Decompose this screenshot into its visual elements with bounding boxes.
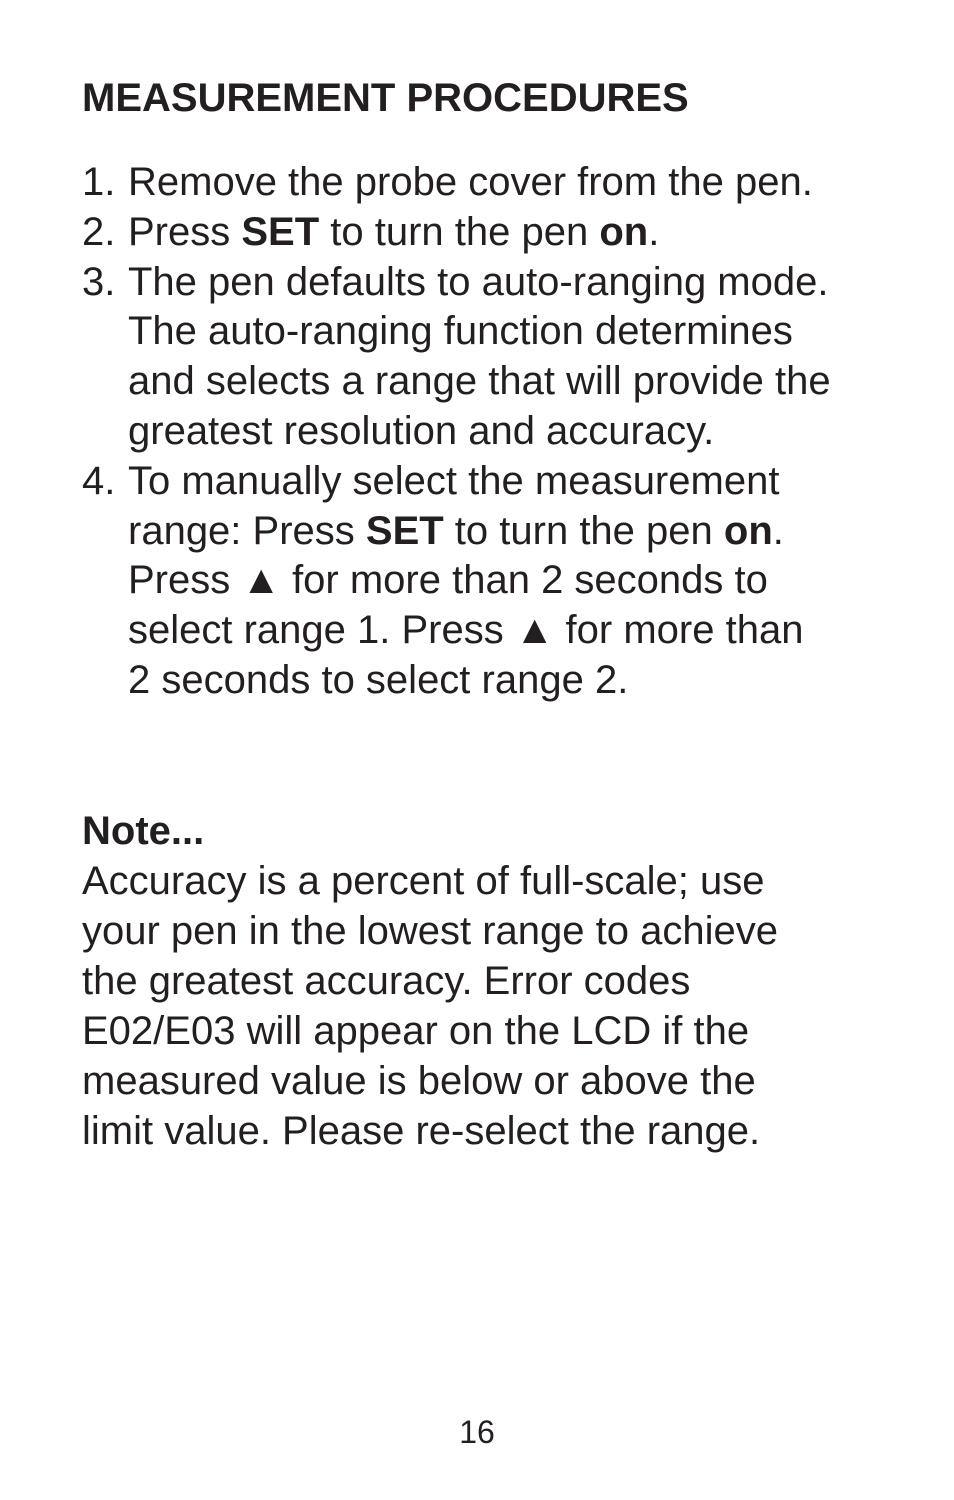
step-number: 3.: [82, 259, 116, 304]
set-key-label: SET: [365, 508, 444, 553]
note-text-line: your pen in the lowest range to achieve: [82, 909, 778, 953]
note-text-line: limit value. Please re-select the range.: [82, 1109, 761, 1153]
step-text-line: The pen defaults to auto-ranging mode.: [128, 259, 829, 304]
step-1: [82, 158, 882, 208]
step-text: [128, 208, 882, 258]
step-text-line: To manually select the measurement: [128, 458, 780, 503]
step-text-line: The auto-ranging function determines: [128, 309, 793, 354]
step-number: 2.: [82, 209, 116, 254]
note-text-line: measured value is below or above the: [82, 1059, 756, 1103]
text-run: .: [772, 508, 784, 553]
step-2: [82, 208, 882, 258]
text-run: to turn the pen: [319, 209, 600, 254]
step-text-line: 2 seconds to select range 2.: [128, 657, 629, 702]
note-text-line: E02/E03 will appear on the LCD if the: [82, 1009, 750, 1053]
set-key-label: SET: [241, 209, 320, 254]
text-run: to turn the pen: [443, 508, 724, 553]
step-3: [82, 258, 882, 457]
text-run: .: [648, 209, 660, 254]
step-text-line: select range 1. Press ▲ for more than: [128, 608, 804, 653]
page-title: MEASUREMENT PROCEDURES: [82, 76, 689, 120]
step-text-line: and selects a range that will provide the: [128, 359, 831, 404]
step-text: Remove the probe cover from the pen.: [128, 160, 813, 204]
on-label: on: [599, 209, 649, 254]
step-4: [82, 457, 882, 706]
note-text-line: the greatest accuracy. Error codes: [82, 959, 691, 1003]
step-text-line: [128, 507, 882, 557]
step-text-line: Press ▲ for more than 2 seconds to: [128, 558, 768, 603]
step-text-line: greatest resolution and accuracy.: [128, 408, 715, 453]
procedure-steps: [82, 158, 882, 706]
text-run: range: Press: [128, 508, 366, 553]
note-block: [82, 806, 778, 1156]
text-run: Press: [128, 209, 242, 254]
note-text-line: Accuracy is a percent of full-scale; use: [82, 859, 765, 903]
note-title: Note...: [82, 809, 205, 853]
page-number: 16: [459, 1414, 495, 1450]
step-number: 1.: [82, 160, 116, 204]
on-label: on: [723, 508, 773, 553]
step-number: 4.: [82, 458, 116, 503]
